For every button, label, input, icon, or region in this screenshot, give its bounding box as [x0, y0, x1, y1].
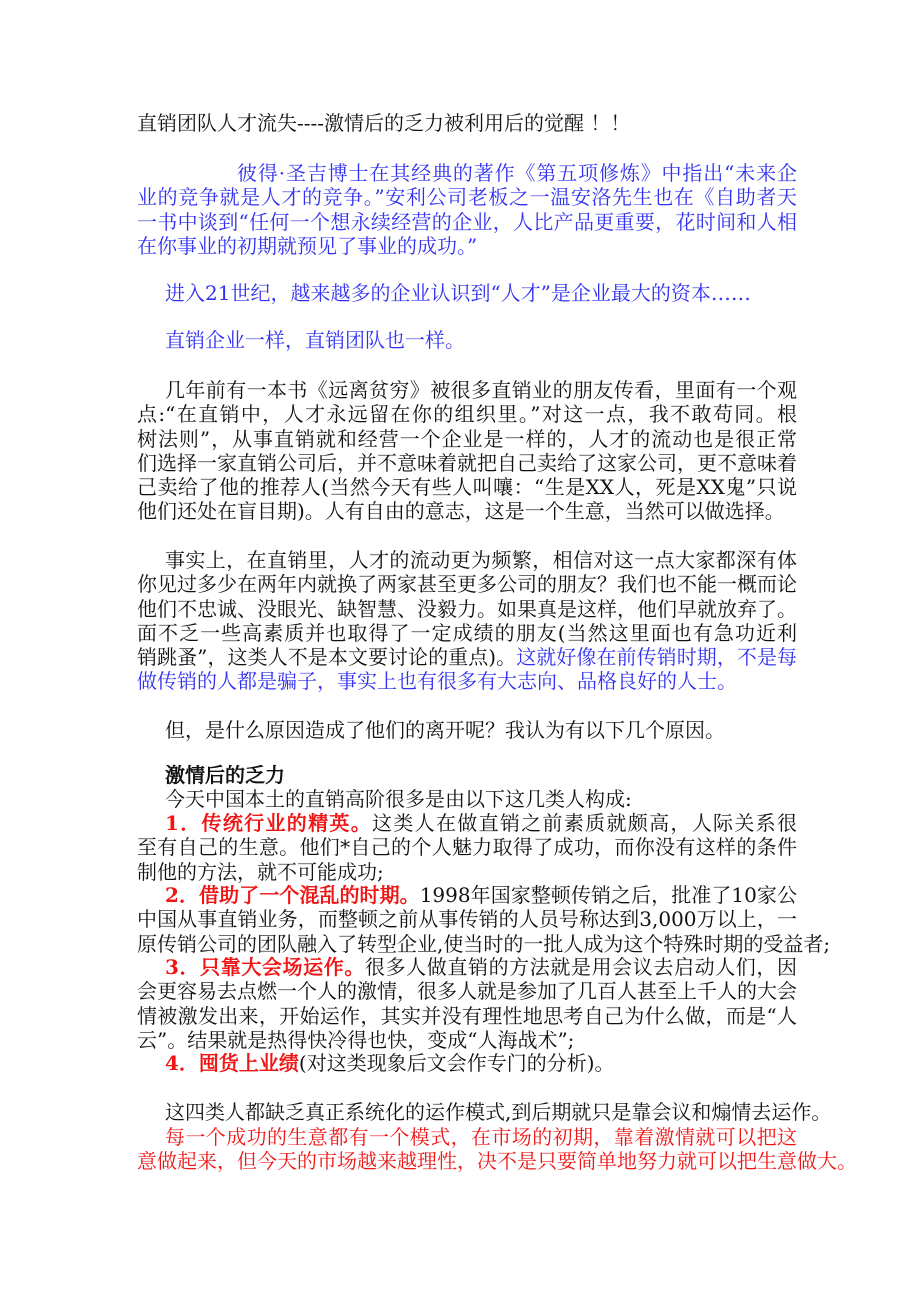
- text-segment: 在你事业的初期就预见了事业的成功。”: [137, 233, 478, 258]
- text-line: [137, 621, 797, 645]
- text-segment: 几年前有一本书《远离贫穷》被很多直销业的朋友传看，里面有一个观: [165, 378, 797, 402]
- text-line: [137, 931, 831, 956]
- section-heading: [137, 763, 797, 787]
- text-segment: 中国从事直销业务，而整顿之前从事传销的人员号称达到3,000万以上，一: [137, 907, 797, 932]
- book-paragraph: [137, 378, 797, 524]
- text-segment: 树法则”，从事直销就和经营一个企业是一样的，人才的流动也是很正常: [137, 426, 797, 451]
- fact-paragraph: [137, 548, 797, 694]
- section-intro: [137, 787, 797, 811]
- text-line: [137, 402, 797, 426]
- text-segment: 每一个成功的生意都有一个模式，在市场的初期，靠着激情就可以把这: [165, 1125, 797, 1149]
- text-segment: 意做起来，但今天的市场越来越理性，决不是只要简单地努力就可以把生意做大。: [137, 1149, 857, 1174]
- document-title: [137, 111, 797, 135]
- quote-paragraph: [137, 161, 797, 258]
- text-segment: 这四类人都缺乏真正系统化的运作模式,到后期就只是靠会议和煽情去运作。: [165, 1100, 832, 1124]
- text-line: [137, 907, 797, 931]
- text-segment: 情被激发出来，开始运作，其实并没有理性地思考自己为什么做，而是“人: [137, 1003, 797, 1028]
- text-segment: 点:“在直销中，人才永远留在你的组织里。”对这一点，我不敢苟同。根: [137, 402, 797, 427]
- text-line: [137, 328, 797, 352]
- text-line: [137, 811, 797, 835]
- text-segment: 面不乏一些高素质并也取得了一定成绩的朋友(当然这里面也有急功近利: [137, 620, 797, 645]
- text-segment: 直销团队人才流失----激情后的乏力被利用后的觉醒 ！！: [137, 111, 631, 135]
- text-segment: 直销企业一样，直销团队也一样。: [165, 328, 465, 352]
- text-segment: 进入21世纪，越来越多的企业认识到“人才”是企业最大的资本……: [165, 281, 751, 305]
- text-line: [137, 1100, 832, 1124]
- text-line: [137, 572, 797, 596]
- text-line: [137, 378, 797, 402]
- emphasis-text: 4．囤货上业绩: [165, 1051, 299, 1075]
- text-line: [137, 860, 797, 884]
- text-segment: 会更容易去点燃一个人的激情，很多人就是参加了几百人甚至上千人的大会: [137, 979, 797, 1004]
- text-line: [137, 185, 797, 209]
- text-segment: (对这类现象后文会作专门的分析)。: [298, 1051, 615, 1075]
- text-segment: 业的竞争就是人才的竞争。”安利公司老板之一温安洛先生也在《自助者天: [137, 185, 797, 210]
- text-line: [137, 669, 797, 693]
- text-line: [137, 499, 797, 523]
- text-segment: 云”。结果就是热得快冷得也快，变成“人海战术”;: [137, 1027, 575, 1052]
- text-line: [137, 281, 797, 305]
- text-segment: 他们不忠诚、没眼光、缺智慧、没毅力。如果真是这样，他们早就放弃了。: [137, 596, 797, 621]
- text-segment: 彼得·圣吉博士在其经典的著作《第五项修炼》中指出“未来企: [237, 161, 797, 185]
- conclusion-paragraph: [137, 1125, 857, 1174]
- text-line: [137, 787, 797, 811]
- text-segment: 做传销的人都是骗子，事实上也有很多有大志向、品格良好的人士。: [137, 669, 737, 694]
- text-segment: 事实上，在直销里，人才的流动更为频繁，相信对这一点大家都深有体: [165, 548, 797, 572]
- text-segment: 至有自己的生意。他们*自己的个人魅力取得了成功，而你没有这样的条件: [137, 835, 797, 860]
- text-line: [137, 645, 797, 669]
- text-segment: 你见过多少在两年内就换了两家甚至更多公司的朋友？我们也不能一概而论: [137, 572, 797, 597]
- text-line: [137, 955, 797, 979]
- text-segment: 很多人做直销的方法就是用会议去启动人们，因: [364, 955, 797, 979]
- text-line: [137, 835, 797, 859]
- reason-item-4: [137, 1051, 797, 1075]
- text-line: [137, 883, 797, 907]
- question-paragraph: [137, 718, 797, 742]
- text-line: [137, 111, 797, 135]
- talent-capital-paragraph: [137, 281, 797, 305]
- text-line: [137, 1051, 797, 1075]
- reason-item-3: [137, 955, 797, 1052]
- text-line: [137, 548, 797, 572]
- text-segment: 制他的方法，就不可能成功;: [137, 859, 384, 884]
- summary-paragraph: [137, 1100, 832, 1124]
- emphasis-text: 3．只靠大会场运作。: [165, 955, 365, 979]
- text-line: [137, 1149, 857, 1174]
- text-segment: 一书中谈到“任何一个想永续经营的企业，人比产品更重要，花时间和人相: [137, 209, 797, 234]
- text-line: [137, 1125, 797, 1149]
- text-segment: 这类人在做直销之前素质就颇高，人际关系很: [372, 811, 797, 835]
- text-line: [137, 451, 797, 475]
- text-segment: 这就好像在前传销时期，不是每: [516, 645, 797, 670]
- text-line: [137, 718, 797, 742]
- text-segment: 们选择一家直销公司后，并不意味着就把自己卖给了这家公司，更不意味着: [137, 450, 797, 475]
- text-segment: 1998年国家整顿传销之后，批准了10家公: [419, 883, 797, 907]
- emphasis-text: 2．借助了一个混乱的时期。: [165, 883, 420, 907]
- text-line: [137, 210, 797, 234]
- text-line: [137, 763, 797, 787]
- text-line: [137, 979, 797, 1003]
- reason-item-1: [137, 811, 797, 884]
- text-line: [137, 1028, 797, 1052]
- same-paragraph: [137, 328, 797, 352]
- text-line: [137, 427, 797, 451]
- reason-item-2: [137, 883, 831, 956]
- text-segment: 今天中国本土的直销高阶很多是由以下这几类人构成:: [165, 787, 632, 811]
- text-line: [137, 234, 797, 258]
- text-line: [137, 161, 797, 185]
- text-segment: 己卖给了他的推荐人(当然今天有些人叫嚷：“生是XX人，死是XX鬼”只说: [137, 475, 797, 500]
- text-line: [137, 475, 797, 499]
- emphasis-text: 1．传统行业的精英。: [165, 811, 373, 835]
- text-line: [137, 597, 797, 621]
- text-segment: 销跳蚤”，这类人不是本文要讨论的重点)。: [137, 645, 517, 670]
- text-segment: 但，是什么原因造成了他们的离开呢？我认为有以下几个原因。: [165, 718, 725, 742]
- text-segment: 原传销公司的团队融入了转型企业,使当时的一批人成为这个特殊时期的受益者;: [137, 931, 831, 956]
- text-line: [137, 1004, 797, 1028]
- emphasis-text: 激情后的乏力: [165, 763, 285, 787]
- text-segment: 他们还处在盲目期)。人有自由的意志，这是一个生意，当然可以做选择。: [137, 499, 785, 524]
